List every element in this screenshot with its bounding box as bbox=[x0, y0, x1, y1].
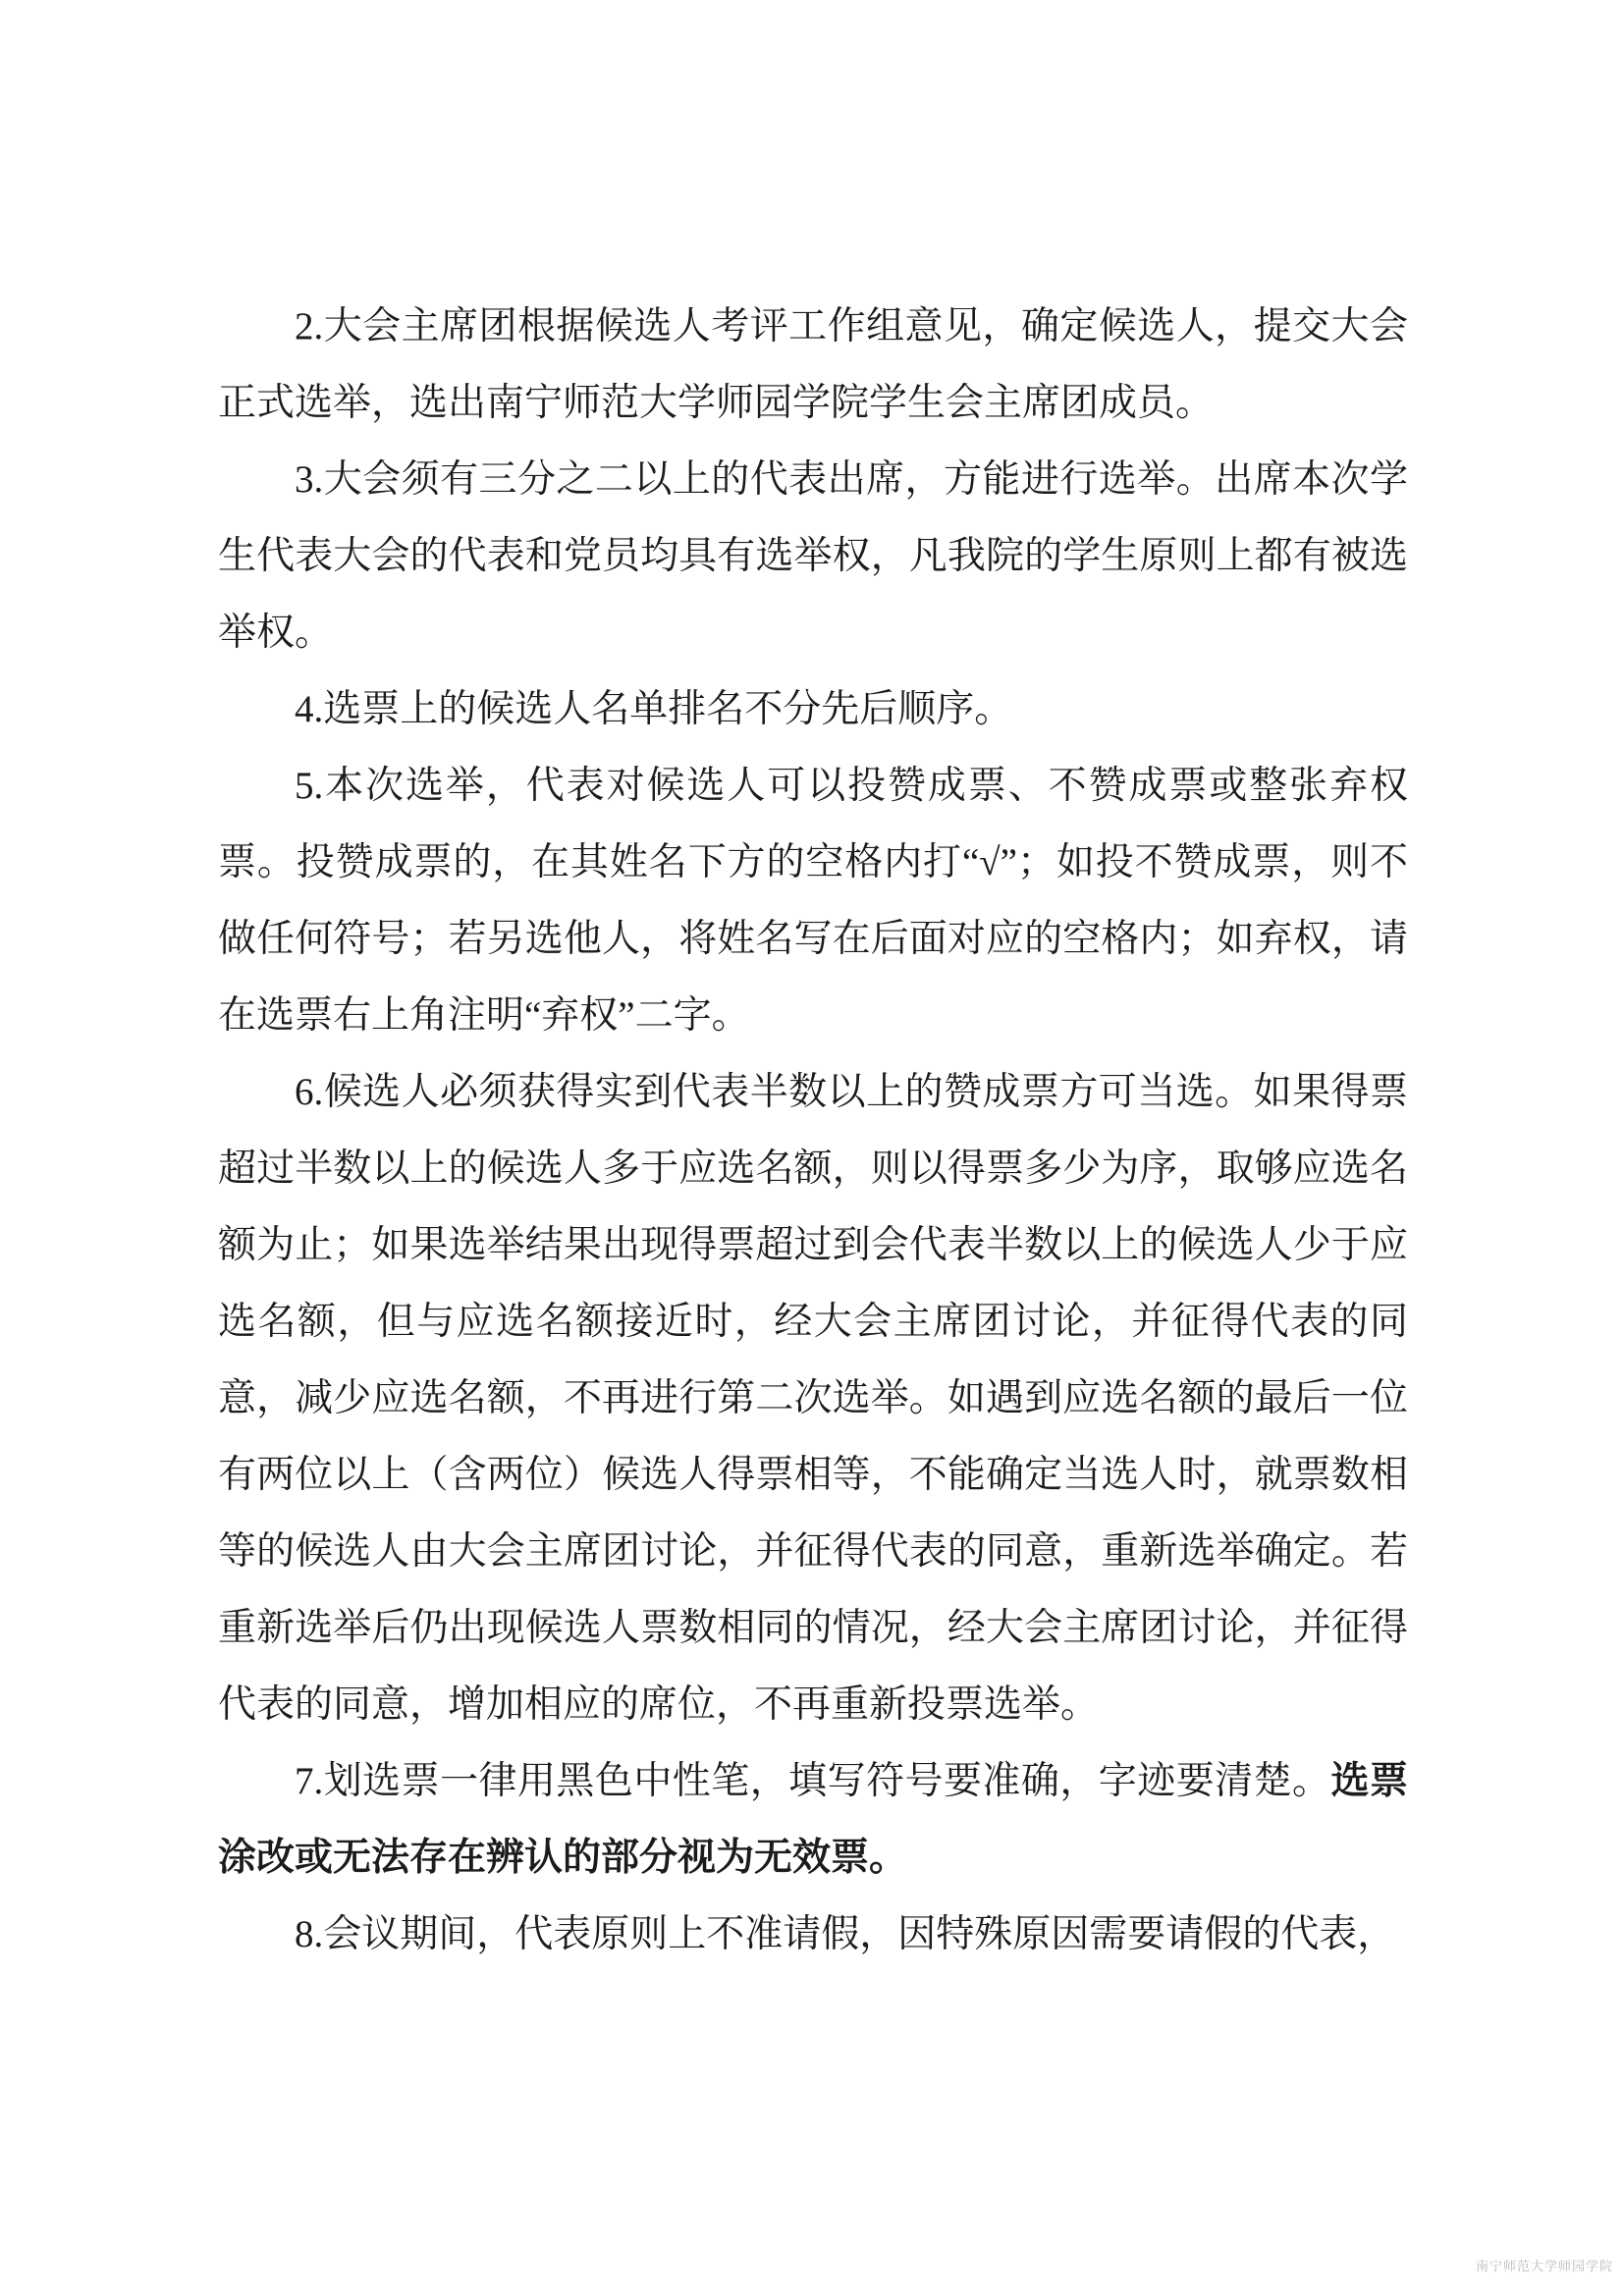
paragraph-text: 5.本次选举，代表对候选人可以投赞成票、不赞成票或整张弃权票。投赞成票的，在其姓名下方的空格内打“√”；如投不赞成票，则不做任何符号；若另选他人，将姓名写在后面对应的空格内；如弃权，请在选票右上角注明“弃权”二字。 bbox=[218, 765, 1408, 1037]
paragraph-text: 3.大会须有三分之二以上的代表出席，方能进行选举。出席本次学生代表大会的代表和党员均具有选举权，凡我院的学生原则上都有被选举权。 bbox=[218, 458, 1408, 654]
paragraph-item-8 bbox=[218, 1896, 1408, 1973]
document-body bbox=[218, 289, 1408, 1973]
paragraph-text: 2.大会主席团根据候选人考评工作组意见，确定候选人，提交大会正式选举，选出南宁师范大学师园学院学生会主席团成员。 bbox=[218, 305, 1408, 424]
paragraph-item-5 bbox=[218, 748, 1408, 1054]
paragraph-item-2 bbox=[218, 289, 1408, 442]
paragraph-item-6 bbox=[218, 1054, 1408, 1743]
paragraph-item-3 bbox=[218, 442, 1408, 671]
paragraph-bold-text: 选票涂改或无法存在辨认的部分视为无效票。 bbox=[218, 1760, 1408, 1879]
paragraph-item-7 bbox=[218, 1743, 1408, 1896]
paragraph-text: 6.候选人必须获得实到代表半数以上的赞成票方可当选。如果得票超过半数以上的候选人多于应选名额，则以得票多少为序，取够应选名额为止；如果选举结果出现得票超过到会代表半数以上的候选人少于应选名额，但与应选名额接近时，经大会主席团讨论，并征得代表的同意，减少应选名额，不再进行第二次选举。如遇到应选名额的最后一位有两位以上（含两位）候选人得票相等，不能确定当选人时，就票数相等的候选人由大会主席团讨论，并征得代表的同意，重新选举确定。若重新选举后仍出现候选人票数相同的情况，经大会主席团讨论，并征得代表的同意，增加相应的席位，不再重新投票选举。 bbox=[218, 1071, 1408, 1726]
paragraph-text: 7.划选票一律用黑色中性笔，填写符号要准确，字迹要清楚。 bbox=[295, 1760, 1331, 1802]
watermark-text: 南宁师范大学师园学院 bbox=[1475, 2259, 1613, 2273]
paragraph-text: 8.会议期间，代表原则上不准请假，因特殊原因需要请假的代表， bbox=[295, 1913, 1396, 1955]
paragraph-item-4 bbox=[218, 671, 1408, 748]
paragraph-text: 4.选票上的候选人名单排名不分先后顺序。 bbox=[295, 688, 1013, 730]
